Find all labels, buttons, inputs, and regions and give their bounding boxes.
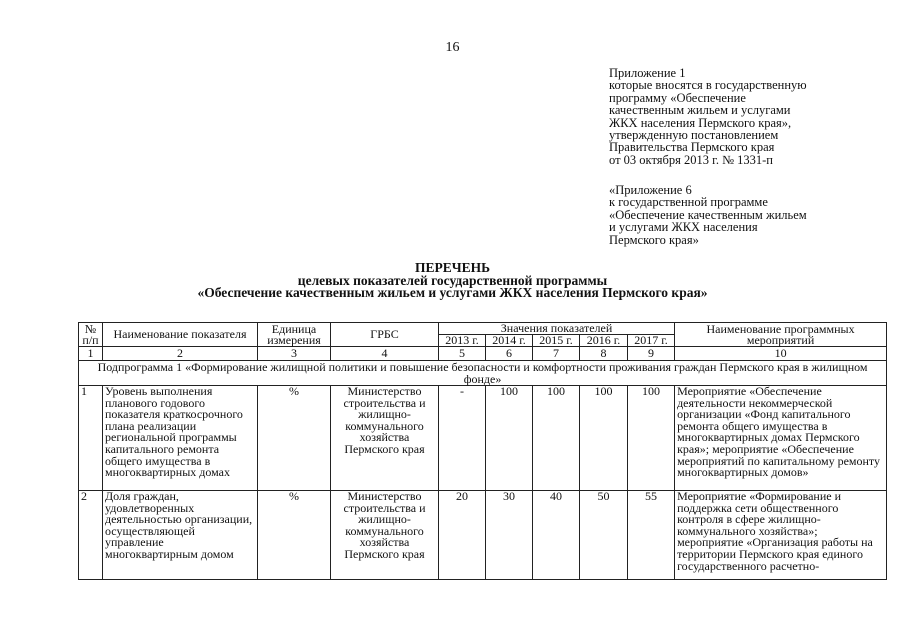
header-year: 2017 г. — [628, 335, 675, 347]
table-row — [79, 491, 887, 580]
title-line-3: «Обеспечение качественным жильем и услугами ЖКХ населения Пермского края» — [197, 285, 708, 300]
value-2017: 100 — [628, 386, 675, 491]
document-title — [0, 262, 905, 300]
appendix-1-line: программу «Обеспечение — [609, 90, 746, 105]
appendix-1-line: Приложение 1 — [609, 66, 686, 80]
header-indicator-name: Наименование показателя — [103, 323, 258, 347]
value-2015: 100 — [533, 386, 580, 491]
row-num: 1 — [79, 386, 103, 491]
appendix-6-line: к государственной программе — [609, 195, 768, 210]
column-index: 1 — [79, 347, 103, 361]
appendix-1-line: ЖКХ населения Пермского края», — [609, 115, 792, 130]
appendix-1-line: от 03 октября 2013 г. № 1331-п — [609, 152, 773, 167]
row-num: 2 — [79, 491, 103, 580]
unit-cell: % — [258, 386, 331, 491]
indicator-name: Уровень выполнения планового годового показателя краткосрочного плана реализации региональной программы капитального ремонта общего имущества в многоквартирных домах — [103, 386, 258, 491]
appendix-1-block — [609, 67, 807, 166]
column-index: 3 — [258, 347, 331, 361]
header-unit: Единица измерения — [258, 323, 331, 347]
header-values-group: Значения показателей — [439, 323, 675, 335]
appendix-6-line: «Приложение 6 — [609, 183, 692, 197]
header-year: 2016 г. — [580, 335, 628, 347]
value-2013: - — [439, 386, 486, 491]
table-row — [79, 386, 887, 491]
appendix-6-line: Пермского края» — [609, 232, 699, 247]
unit-cell: % — [258, 491, 331, 580]
appendix-6-line: и услугами ЖКХ населения — [609, 220, 758, 235]
subprogram-title: Подпрограмма 1 «Формирование жилищной политики и повышение безопасности и комфортности проживания граждан Пермского края в жилищном фонде» — [79, 361, 887, 386]
column-index-row — [79, 347, 887, 361]
column-index: 10 — [675, 347, 887, 361]
value-2016: 50 — [580, 491, 628, 580]
indicators-table — [78, 322, 887, 580]
value-2013: 20 — [439, 491, 486, 580]
appendix-1-line: которые вносятся в государственную — [609, 78, 807, 93]
grbs-cell: Министерство строительства и жилищно-коммунального хозяйства Пермского края — [331, 491, 439, 580]
value-2016: 100 — [580, 386, 628, 491]
appendix-6-line: «Обеспечение качественным жильем — [609, 207, 807, 222]
title-line-2: целевых показателей государственной программы — [297, 272, 608, 288]
header-year: 2014 г. — [486, 335, 533, 347]
subprogram-row — [79, 361, 887, 386]
header-grbs: ГРБС — [331, 323, 439, 347]
column-index: 5 — [439, 347, 486, 361]
value-2014: 30 — [486, 491, 533, 580]
appendix-1-line: утвержденную постановлением — [609, 128, 779, 143]
value-2017: 55 — [628, 491, 675, 580]
header-measures: Наименование программных мероприятий — [675, 323, 887, 347]
column-index: 6 — [486, 347, 533, 361]
measures-cell: Мероприятие «Формирование и поддержка сети общественного контроля в сфере жилищно-коммунального хозяйства»; мероприятие «Организация работы на территории Пермского края единого государственного расчетно- — [675, 491, 887, 580]
grbs-cell: Министерство строительства и жилищно-коммунального хозяйства Пермского края — [331, 386, 439, 491]
value-2014: 100 — [486, 386, 533, 491]
header-year: 2015 г. — [533, 335, 580, 347]
header-num: № п/п — [79, 323, 103, 347]
column-index: 2 — [103, 347, 258, 361]
measures-cell: Мероприятие «Обеспечение деятельности некоммерческой организации «Фонд капитального ремонта общего имущества в многоквартирных домах Пермского края»; мероприятие «Обеспечение мероприятий по капитальному ремонту многоквартирных домов» — [675, 386, 887, 491]
title-line-1: ПЕРЕЧЕНЬ — [414, 260, 491, 275]
column-index: 8 — [580, 347, 628, 361]
appendix-6-block — [609, 184, 807, 246]
page-number: 16 — [445, 40, 460, 55]
appendix-1-line: качественным жильем и услугами — [609, 103, 791, 118]
indicator-name: Доля граждан, удовлетворенных деятельностью организации, осуществляющей управление многоквартирным домом — [103, 491, 258, 580]
header-year: 2013 г. — [439, 335, 486, 347]
column-index: 7 — [533, 347, 580, 361]
column-index: 4 — [331, 347, 439, 361]
value-2015: 40 — [533, 491, 580, 580]
column-index: 9 — [628, 347, 675, 361]
appendix-1-line: Правительства Пермского края — [609, 140, 775, 155]
